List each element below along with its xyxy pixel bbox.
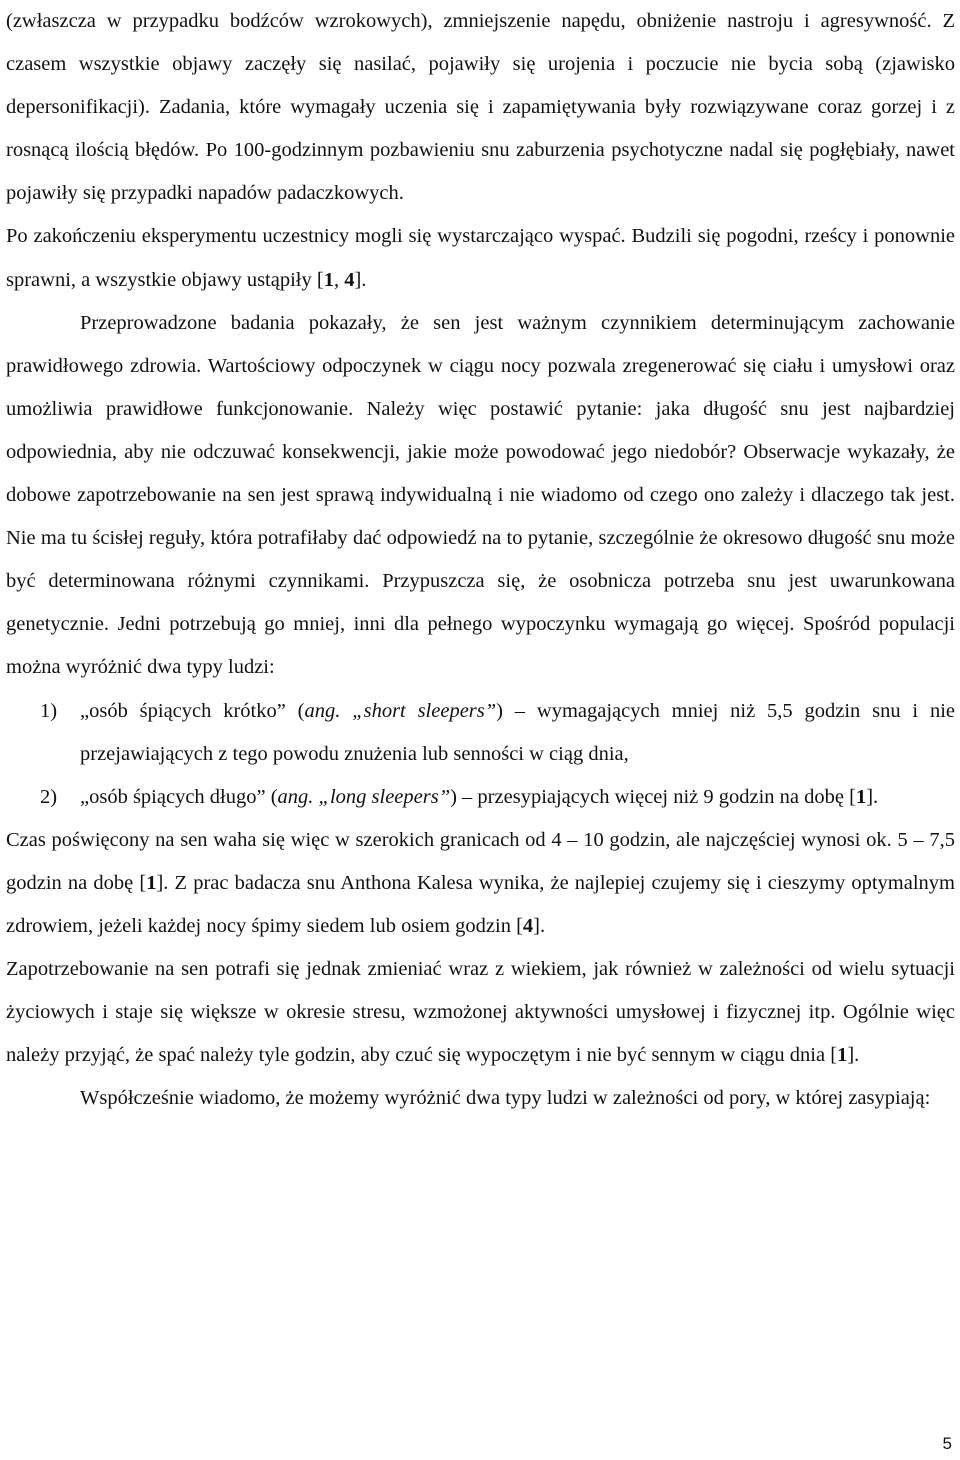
paragraph-sleep-needs-change — [6, 948, 955, 1077]
paragraph-experiment-end-text: Po zakończeniu eksperymentu uczestnicy mogli się wystarczająco wyspać. Budzili się pogodni, rześcy i ponownie sprawni, a wszystkie objawy ustąpiły [ — [6, 225, 955, 291]
citation-ref: 1 — [837, 1044, 848, 1067]
citation-ref: 4 — [344, 268, 355, 291]
list-item-term: „long sleepers” — [313, 785, 451, 808]
list-item-term: „short sleepers” — [340, 699, 497, 722]
list-item-number: 1) — [40, 699, 58, 722]
list-item — [6, 690, 955, 776]
list-item-ang: ang. — [304, 699, 341, 722]
list-item-lead: „osób śpiących długo” ( — [80, 785, 278, 808]
citation-ref: 4 — [522, 914, 534, 937]
list-item — [6, 776, 955, 819]
paragraph-sleep-importance: Przeprowadzone badania pokazały, że sen jest ważnym czynnikiem determinującym zachowanie prawidłowego zdrowia. Wartościowy odpoczynek w ciągu nocy pozwala zregenerować się ciału i umysłowi oraz umożliwia prawidłowe funkcjonowanie. Należy więc postawić pytanie: jaka długość snu jest najbardziej odpowiednia, aby nie odczuwać konsekwencji, jakie może powodować jego niedobór? Obserwacje wykazały, że dobowe zapotrzebowanie na sen jest sprawą indywidualną i nie wiadomo od czego ono zależy i dlaczego tak jest. Nie ma tu ścisłej reguły, która potrafiłaby dać odpowiedź na to pytanie, szczególnie że okresowo długość snu może być determinowana różnymi czynnikami. Przypuszcza się, że osobnicza potrzeba snu jest uwarunkowana genetycznie. Jedni potrzebują go mniej, inni dla pełnego wypoczynku wymagają go więcej. Spośród populacji można wyróżnić dwa typy ludzi: — [6, 311, 955, 679]
paragraph-sleep-needs-change-text: Zapotrzebowanie na sen potrafi się jednak zmieniać wraz z wiekiem, jak również w zależności od wielu sytuacji życiowych i staje się większe w okresie stresu, wzmożonej aktywności umysłowej i fizycznej itp. Ogólnie więc należy przyjąć, że spać należy tyle godzin, aby czuć się wypoczętym i nie być sennym w ciągu dnia [ — [6, 958, 955, 1067]
citation-close: ]. — [533, 914, 546, 937]
list-item-lead: „osób śpiących krótko” ( — [80, 699, 305, 722]
paragraph-experiment-end — [6, 215, 955, 301]
citation-ref: 1 — [855, 785, 867, 808]
citation-close: ]. — [354, 268, 367, 291]
list-item-ang: ang. — [277, 785, 314, 808]
citation-close: ]. — [847, 1044, 860, 1067]
list-item-rest: ) – wymagających mniej niż 5,5 godzin snu i nie przejawiających z tego powodu znużenia lub senności w ciąg dnia, — [80, 699, 955, 765]
citation-separator: , — [333, 268, 345, 291]
citation-ref: 1 — [146, 871, 157, 894]
paragraph-sleep-duration-text: Czas poświęcony na sen waha się więc w szerokich granicach od 4 – 10 godzin, ale najczęściej wynosi ok. 5 – 7,5 godzin na dobę [ — [6, 828, 955, 894]
sleeper-types-list — [6, 690, 955, 819]
page-number: 5 — [942, 1434, 952, 1453]
citation-close: ]. — [866, 785, 879, 808]
paragraph-sleep-duration — [6, 819, 955, 948]
paragraph-chronotypes-intro: Współcześnie wiadomo, że możemy wyróżnić dwa typy ludzi w zależności od pory, w której zasypiają: — [80, 1087, 931, 1110]
document-page — [6, 0, 955, 1460]
citation-ref: 1 — [323, 268, 334, 291]
paragraph-sleep-duration-mid: ]. Z prac badacza snu Anthona Kalesa wynika, że najlepiej czujemy się i cieszymy optymalnym zdrowiem, jeżeli każdej nocy śpimy siedem lub osiem godzin [ — [6, 871, 955, 937]
list-item-rest: ) – przesypiających więcej niż 9 godzin na dobę [ — [450, 785, 856, 808]
list-item-number: 2) — [40, 785, 58, 808]
paragraph-sleep-deprivation-effects: (zwłaszcza w przypadku bodźców wzrokowych), zmniejszenie napędu, obniżenie nastroju i agresywność. Z czasem wszystkie objawy zaczęły się nasilać, pojawiły się urojenia i poczucie nie bycia sobą (zjawisko depersonifikacji). Zadania, które wymagały uczenia się i zapamiętywania były rozwiązywane coraz gorzej i z rosnącą ilością błędów. Po 100-godzinnym pozbawieniu snu zaburzenia psychotyczne nadal się pogłębiały, nawet pojawiły się przypadki napadów padaczkowych. — [6, 10, 955, 205]
